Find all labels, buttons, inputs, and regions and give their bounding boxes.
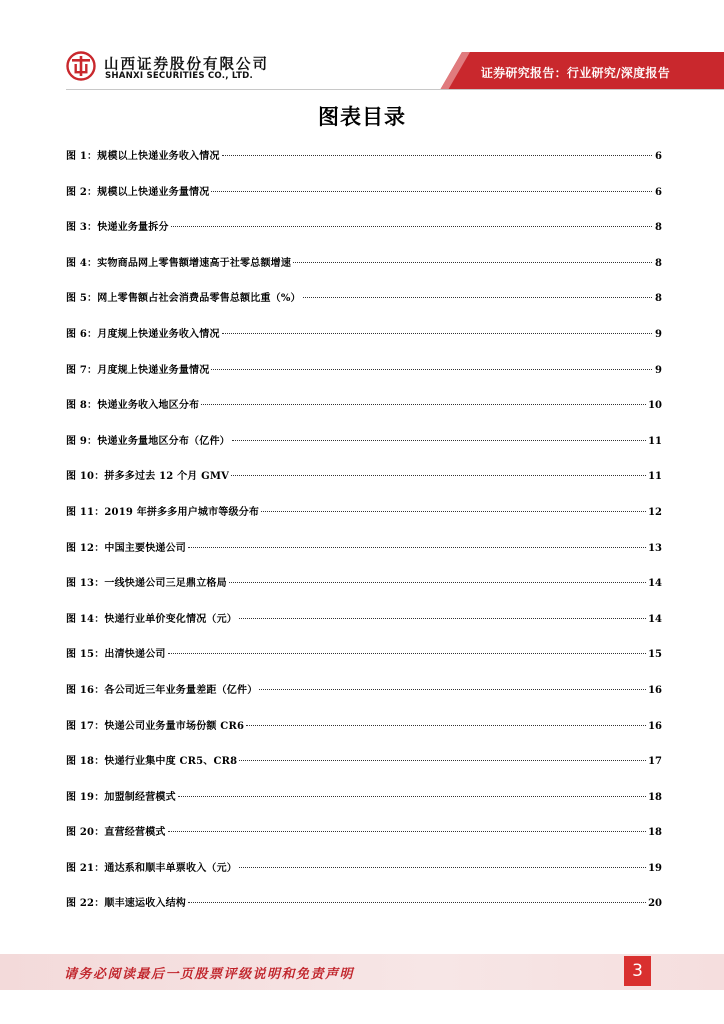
toc-entry[interactable] xyxy=(66,681,662,717)
toc-leader-dots xyxy=(239,618,646,619)
toc-leader-dots xyxy=(246,725,646,726)
toc-entry-page: 10 xyxy=(648,400,662,412)
toc-entry-label: 图 20：直营经营模式 xyxy=(66,827,166,839)
toc-entry[interactable] xyxy=(66,788,662,824)
toc-entry-page: 18 xyxy=(648,791,662,803)
page-number: 3 xyxy=(624,956,651,986)
toc-entry-page: 8 xyxy=(655,222,662,234)
toc-leader-dots xyxy=(178,796,646,797)
toc-entry[interactable] xyxy=(66,289,662,325)
toc-leader-dots xyxy=(232,440,646,441)
page-title: 图表目录 xyxy=(318,105,406,129)
company-name-cn: 山西证券股份有限公司 xyxy=(104,57,269,73)
toc-leader-dots xyxy=(211,369,652,370)
toc-entry-label: 图 22：顺丰速运收入结构 xyxy=(66,898,186,910)
company-name-en: SHANXI SECURITIES CO., LTD. xyxy=(105,71,253,81)
toc-entry-label: 图 16：各公司近三年业务量差距（亿件） xyxy=(66,684,258,696)
toc-entry-page: 16 xyxy=(648,684,662,696)
toc-entry-page: 11 xyxy=(648,435,662,447)
toc-entry[interactable] xyxy=(66,894,662,930)
toc-entry-page: 16 xyxy=(648,720,662,732)
page-footer xyxy=(0,954,724,990)
toc-entry[interactable] xyxy=(66,325,662,361)
toc-entry[interactable] xyxy=(66,752,662,788)
toc-entry-label: 图 2：规模以上快递业务量情况 xyxy=(66,186,210,198)
toc-entry-label: 图 15：出清快递公司 xyxy=(66,649,166,661)
toc-entry-page: 19 xyxy=(648,862,662,874)
toc-leader-dots xyxy=(188,547,646,548)
toc-entry-page: 9 xyxy=(655,364,662,376)
toc-entry-label: 图 13：一线快递公司三足鼎立格局 xyxy=(66,578,227,590)
toc-entry-page: 13 xyxy=(648,542,662,554)
toc-leader-dots xyxy=(222,333,652,334)
report-type-label: 证券研究报告：行业研究/深度报告 xyxy=(480,66,670,80)
toc-entry-label: 图 7：月度规上快递业务量情况 xyxy=(66,364,210,376)
toc-leader-dots xyxy=(168,831,646,832)
toc-entry-page: 14 xyxy=(648,578,662,590)
toc-leader-dots xyxy=(239,760,646,761)
toc-entry[interactable] xyxy=(66,467,662,503)
toc-entry-page: 9 xyxy=(655,328,662,340)
header-divider xyxy=(66,89,724,90)
toc-entry[interactable] xyxy=(66,396,662,432)
toc-leader-dots xyxy=(188,902,646,903)
toc-entry[interactable] xyxy=(66,361,662,397)
toc-entry-page: 6 xyxy=(655,186,662,198)
toc-entry-page: 14 xyxy=(648,613,662,625)
toc-entry-label: 图 6：月度规上快递业务收入情况 xyxy=(66,328,220,340)
toc-entry-page: 12 xyxy=(648,506,662,518)
toc-entry-page: 8 xyxy=(655,293,662,305)
toc-entry-label: 图 21：通达系和顺丰单票收入（元） xyxy=(66,862,237,874)
toc-entry-label: 图 8：快递业务收入地区分布 xyxy=(66,400,200,412)
toc-entry-page: 8 xyxy=(655,257,662,269)
toc-entry-label: 图 5：网上零售额占社会消费品零售总额比重（%） xyxy=(66,293,301,305)
toc-entry-label: 图 1：规模以上快递业务收入情况 xyxy=(66,151,220,162)
toc-entry-page: 11 xyxy=(648,471,662,483)
toc-leader-dots xyxy=(171,226,652,227)
toc-leader-dots xyxy=(168,653,646,654)
toc-entry-label: 图 19：加盟制经营模式 xyxy=(66,791,176,803)
toc-leader-dots xyxy=(303,297,652,298)
toc-entry[interactable] xyxy=(66,539,662,575)
toc-entry[interactable] xyxy=(66,574,662,610)
toc-entry-label: 图 3：快递业务量拆分 xyxy=(66,222,169,234)
figure-toc-list xyxy=(66,147,662,930)
toc-entry-label: 图 12：中国主要快递公司 xyxy=(66,542,186,554)
toc-entry[interactable] xyxy=(66,859,662,895)
toc-entry-page: 17 xyxy=(648,756,662,768)
toc-entry[interactable] xyxy=(66,432,662,468)
toc-entry-label: 图 14：快递行业单价变化情况（元） xyxy=(66,613,237,625)
toc-entry-page: 18 xyxy=(648,827,662,839)
toc-entry[interactable] xyxy=(66,183,662,219)
toc-leader-dots xyxy=(229,582,646,583)
toc-entry-page: 20 xyxy=(648,898,662,910)
toc-entry-label: 图 10：拼多多过去 12 个月 GMV xyxy=(66,471,230,483)
toc-leader-dots xyxy=(293,262,652,263)
toc-entry-label: 图 4：实物商品网上零售额增速高于社零总额增速 xyxy=(66,257,292,269)
toc-leader-dots xyxy=(239,867,646,868)
toc-entry[interactable] xyxy=(66,610,662,646)
toc-leader-dots xyxy=(259,689,646,690)
toc-entry-label: 图 11：2019 年拼多多用户城市等级分布 xyxy=(66,506,260,518)
toc-entry[interactable] xyxy=(66,717,662,753)
toc-entry-label: 图 18：快递行业集中度 CR5、CR8 xyxy=(66,756,238,768)
toc-entry[interactable] xyxy=(66,147,662,183)
toc-leader-dots xyxy=(261,511,646,512)
toc-leader-dots xyxy=(211,191,652,192)
toc-entry[interactable] xyxy=(66,823,662,859)
toc-entry[interactable] xyxy=(66,218,662,254)
toc-leader-dots xyxy=(231,475,646,476)
toc-entry-page: 6 xyxy=(655,151,662,162)
footer-disclaimer: 请务必阅读最后一页股票评级说明和免责声明 xyxy=(64,967,355,982)
toc-entry[interactable] xyxy=(66,254,662,290)
toc-leader-dots xyxy=(201,404,646,405)
page-header xyxy=(0,0,724,100)
toc-entry-page: 15 xyxy=(648,649,662,661)
shanxi-securities-logo-icon xyxy=(66,51,96,81)
toc-entry-label: 图 17：快递公司业务量市场份额 CR6 xyxy=(66,720,245,732)
toc-entry-label: 图 9：快递业务量地区分布（亿件） xyxy=(66,435,230,447)
toc-entry[interactable] xyxy=(66,503,662,539)
toc-entry[interactable] xyxy=(66,645,662,681)
toc-leader-dots xyxy=(222,155,652,156)
